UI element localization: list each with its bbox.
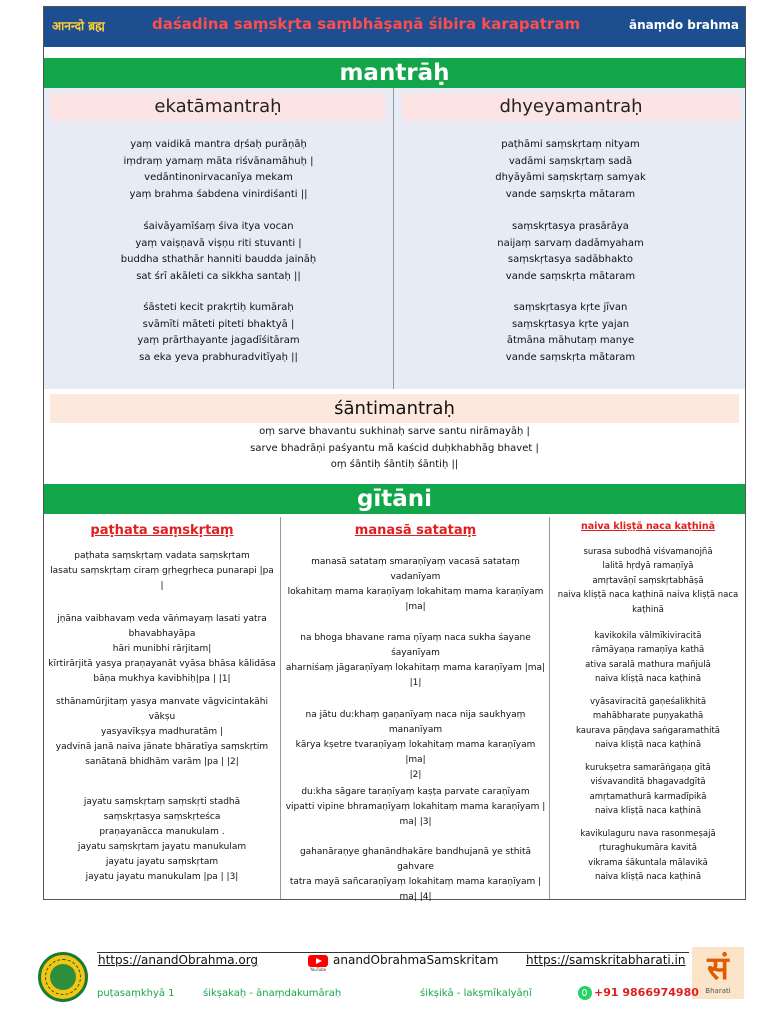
verse-line: naiva kliṣṭā naca kaṭhinā (594, 740, 702, 751)
verse-line: vyāsaviracitā gaṇeśalikhitā (589, 697, 707, 707)
verse-line: | (160, 581, 164, 591)
stanza-line: sa eka yeva prabhuradvitīyaḥ || (139, 351, 298, 363)
song3-verse-5 (554, 827, 742, 885)
stanza-line: śāsteti kecit prakṛtiḥ kumāraḥ (143, 302, 294, 313)
song3-verse-1 (554, 545, 742, 617)
ekata-mantra-heading: ekatāmantraḥ (50, 93, 386, 121)
verse-line: viśvavanditā bhagavadgītā (590, 777, 706, 788)
brand-right: ānaṃdo brahma (628, 18, 739, 32)
youtube-channel-name[interactable]: anandObrahmaSamskritam (333, 953, 499, 967)
youtube-icon[interactable]: YouTube (308, 955, 328, 971)
verse-line: ma| |4| (399, 892, 432, 902)
verse-line: manasā satataṃ smaraṇīyaṃ vacasā satataṃ (311, 557, 520, 567)
stanza-line: yaṃ vaidikā mantra dṛśaḥ purāṇāḥ (130, 139, 307, 150)
teacher-male: śikṣakaḥ - ānaṃdakumāraḥ (203, 988, 342, 999)
verse-line: lalitā hṛdyā ramaṇīyā (602, 561, 694, 572)
verse-line: saṃskṛtasya saṃskṛteśca (103, 812, 221, 822)
stanza-line: yaṃ brahma śabdena vinirdiśanti || (129, 188, 308, 200)
verse-line: sthānamūrjitaṃ yasya manvate vāgvicintakāhi (56, 697, 268, 707)
stanza-line: ātmāna māhutaṃ manye (506, 335, 635, 346)
song1-verse-1 (48, 549, 276, 594)
verse-line: naiva kliṣṭā naca kaṭhinā (594, 674, 702, 685)
verse-line: amṛtamathurā karmadīpikā (589, 791, 707, 802)
verse-line: vikrama śākuntala mālavikā (588, 857, 708, 868)
song-column-2 (280, 517, 550, 902)
verse-line: mananīyam (388, 725, 443, 735)
song2-verse-1 (285, 555, 546, 615)
stanza-line: buddha sthathār hanniti baudda jaināḥ (120, 254, 317, 265)
verse-line: yasyavīkṣya madhuratām | (100, 727, 224, 737)
verse-line: bhavabhayāpa (128, 629, 196, 639)
song-title: naiva kliṣṭā naca kaṭhinā (580, 521, 716, 532)
song3-verse-2 (554, 629, 742, 687)
verse-line: amṛtavāṇī saṃskṛtabhāṣā (592, 575, 704, 586)
dhyeya-stanza-2 (396, 219, 745, 285)
verse-line: hāri munibhi rārjitam| (112, 644, 212, 654)
ekata-stanza-1 (44, 137, 393, 203)
verse-line: sanātanā bhidhām varām |pa | |2| (85, 757, 239, 767)
stanza-line: yaṃ prārthayante jagadīśitāram (137, 335, 300, 346)
ekata-stanza-2 (44, 219, 393, 285)
song-column-3 (549, 517, 746, 899)
song2-verse-5 (285, 845, 546, 905)
verse-line: |1| (409, 678, 422, 688)
song-title: paṭhata saṃskṛtaṃ (90, 523, 234, 538)
verse-line: vākṣu (148, 712, 176, 722)
stanza-line: paṭhāmi saṃskṛtaṃ nityam (501, 139, 640, 150)
verse-line: ṛturaghukumāra kavitā (599, 843, 697, 854)
verse-line: paṭhata saṃskṛtaṃ vadata saṃskṛtam (74, 551, 250, 561)
stanza-line: saṃskṛtasya kṛte jīvan (513, 302, 628, 313)
shanti-line: sarve bhadrāṇi paśyantu mā kaścid duḥkhabhāg bhavet | (250, 442, 539, 454)
verse-line: lasatu saṃskṛtaṃ ciraṃ gṛhegṛheca punarapi |pa (50, 566, 274, 576)
song1-verse-4 (48, 795, 276, 885)
verse-line: surasa subodhā viśvamanojñā (583, 547, 713, 557)
stanza-line: yaṃ vaiṣṇavā viṣṇu riti stuvanti | (135, 237, 302, 249)
verse-line: na bhoga bhavane rama ṇīyaṃ naca sukha śayane (300, 633, 531, 643)
verse-line: jayatu saṃskṛtam jayatu manukulam (77, 842, 247, 852)
gitani-heading: gītāni (44, 484, 745, 514)
shanti-mantra-text (44, 424, 745, 474)
shanti-line: oṃ sarve bhavantu sukhinaḥ sarve santu nirāmayāḥ | (259, 426, 530, 437)
verse-line: kaurava pāṇḍava saṅgaramathitā (576, 725, 720, 736)
verse-line: |2| (409, 770, 422, 780)
verse-line: naiva kliṣṭā naca kaṭhinā naiva kliṣṭā naca (557, 590, 739, 601)
stanza-line: iṃdraṃ yamaṃ māta riśvānamāhuḥ | (123, 155, 314, 167)
song1-verse-3 (48, 695, 276, 770)
samskrita-bharati-logo: सं Bharati (692, 947, 744, 999)
verse-line: tatra mayā sañcaraṇīyaṃ lokahitaṃ mama karaṇīyam | (289, 877, 542, 887)
shanti-mantra-heading: śāntimantraḥ (50, 394, 739, 423)
dhyeya-mantra-heading: dhyeyamantraḥ (402, 93, 740, 121)
ekata-stanza-3 (44, 300, 393, 366)
verse-line: kārya kṣetre tvaraṇīyaṃ lokahitaṃ mama karaṇīyam |ma| (295, 740, 536, 765)
verse-line: kurukṣetra samarāṅgaṇa gītā (585, 763, 711, 773)
brand-left: आनन्दो ब्रह्म (52, 19, 105, 33)
song2-verse-2 (285, 631, 546, 691)
header-bar (44, 7, 745, 47)
verse-line: jayatu jayatu manukulam |pa | |3| (85, 872, 239, 882)
verse-line: naiva kliṣṭā naca kaṭhinā (594, 872, 702, 883)
page-number: puṭasaṃkhyā 1 (97, 988, 175, 999)
verse-line: bāṇa mukhya kavibhiḥ|pa | |1| (93, 674, 231, 684)
verse-line: aharniśaṃ jāgaraṇīyaṃ lokahitaṃ mama karaṇīyam |ma| (285, 663, 546, 673)
verse-line: vadanīyam (390, 572, 441, 582)
verse-line: praṇayanācca manukulam . (99, 827, 225, 837)
song2-verse-3 (285, 708, 546, 783)
verse-line: yadvinā janā naiva jānate bhāratīya saṃskṛtim (55, 742, 269, 752)
mantra-section (44, 88, 745, 389)
verse-line: lokahitaṃ mama karaṇīyaṃ lokahitaṃ mama karaṇīyam (287, 587, 544, 597)
verse-line: ativa saralā mathura mañjulā (585, 659, 711, 670)
shanti-line: oṃ śāntiḥ śāntiḥ śāntiḥ || (330, 459, 459, 470)
dhyeya-mantra-column (396, 88, 745, 389)
verse-line: jṇāna vaibhavaṃ veda vāṅmayaṃ lasati yatra (57, 614, 267, 624)
verse-line: na jātu du:khaṃ gaṇanīyaṃ naca nija saukhyaṃ (305, 710, 526, 720)
stanza-line: sat śrī akāleti ca sikkha santaḥ || (136, 270, 301, 282)
stanza-line: vadāmi saṃskṛtaṃ sadā (508, 155, 633, 167)
dhyeya-stanza-3 (396, 300, 745, 366)
song-title: manasā satataṃ (354, 523, 477, 538)
verse-line: śayanīyam (391, 648, 440, 658)
verse-line: |ma| (405, 602, 426, 612)
shanti-mantra-section (44, 389, 745, 481)
phone-number[interactable]: +91 9866974980 (594, 986, 699, 999)
verse-line: kīrtirārjitā yasya praṇayanāt vyāsa bhāsa kālidāsa (48, 659, 276, 669)
verse-line: kavikulaguru nava rasonmeṣajā (580, 829, 716, 839)
whatsapp-icon (578, 986, 592, 1000)
stanza-line: naijaṃ sarvaṃ dadāmyaham (497, 237, 644, 249)
verse-line: kaṭhinā (632, 604, 664, 615)
stanza-line: vande saṃskṛta mātaram (505, 188, 636, 200)
mantra-section-heading: mantrāḥ (44, 58, 745, 88)
stanza-line: śaivāyamīśaṃ śiva itya vocan (143, 221, 294, 232)
verse-line: kavikokila vālmīkiviracitā (594, 631, 702, 641)
dhyeya-stanza-1 (396, 137, 745, 203)
ekata-mantra-column (44, 88, 394, 389)
verse-line: du:kha sāgare taraṇīyaṃ kaṣṭa parvate caraṇīyam (301, 787, 530, 797)
teacher-female: śikṣikā - lakṣmīkalyāṇī (420, 988, 532, 999)
stanza-line: saṃskṛtasya kṛte yajan (511, 318, 630, 330)
stanza-line: vedāntinonirvacanīya mekam (144, 172, 293, 183)
song1-verse-2 (48, 612, 276, 687)
anandobrahma-link[interactable]: https://anandObrahma.org (98, 953, 259, 967)
verse-line: jayatu jayatu saṃskṛtam (105, 857, 219, 867)
stanza-line: vande saṃskṛta mātaram (505, 351, 636, 363)
verse-line: ma| |3| (399, 817, 432, 827)
handout-sheet (43, 6, 746, 900)
samskritabharati-link[interactable]: https://samskritabharati.in (526, 953, 686, 967)
song-column-1 (44, 517, 280, 899)
verse-line: gahanāraṇye ghanāndhakāre bandhujanā ye sthitā (299, 847, 532, 857)
stanza-line: saṃskṛtasya prasārāya (512, 221, 629, 232)
verse-line: mahābharate puṇyakathā (592, 711, 704, 722)
anando-brahma-logo (38, 952, 88, 1002)
verse-line: vipatti vipine bhramaṇīyaṃ lokahitaṃ mama karaṇīyam | (285, 802, 546, 812)
stanza-line: dhyāyāmi saṃskṛtaṃ samyak (495, 172, 646, 183)
verse-line: jayatu saṃskṛtaṃ saṃskṛti stadhā (83, 797, 241, 807)
stanza-line: saṃskṛtasya sadābhakto (507, 254, 634, 265)
song3-verse-4 (554, 761, 742, 819)
verse-line: gahvare (397, 862, 434, 872)
document-title: daśadina saṃskṛta saṃbhāṣaṇā śibira karapatram (152, 15, 581, 33)
verse-line: naiva kliṣṭā naca kaṭhinā (594, 806, 702, 817)
stanza-line: vande saṃskṛta mātaram (505, 270, 636, 282)
logo-tree-icon (50, 964, 76, 990)
song2-verse-4 (285, 785, 546, 830)
song3-verse-3 (554, 695, 742, 753)
verse-line: rāmāyaṇa ramaṇīya kathā (591, 645, 705, 656)
stanza-line: svāmīti māteti piteti bhaktyā | (142, 318, 295, 330)
